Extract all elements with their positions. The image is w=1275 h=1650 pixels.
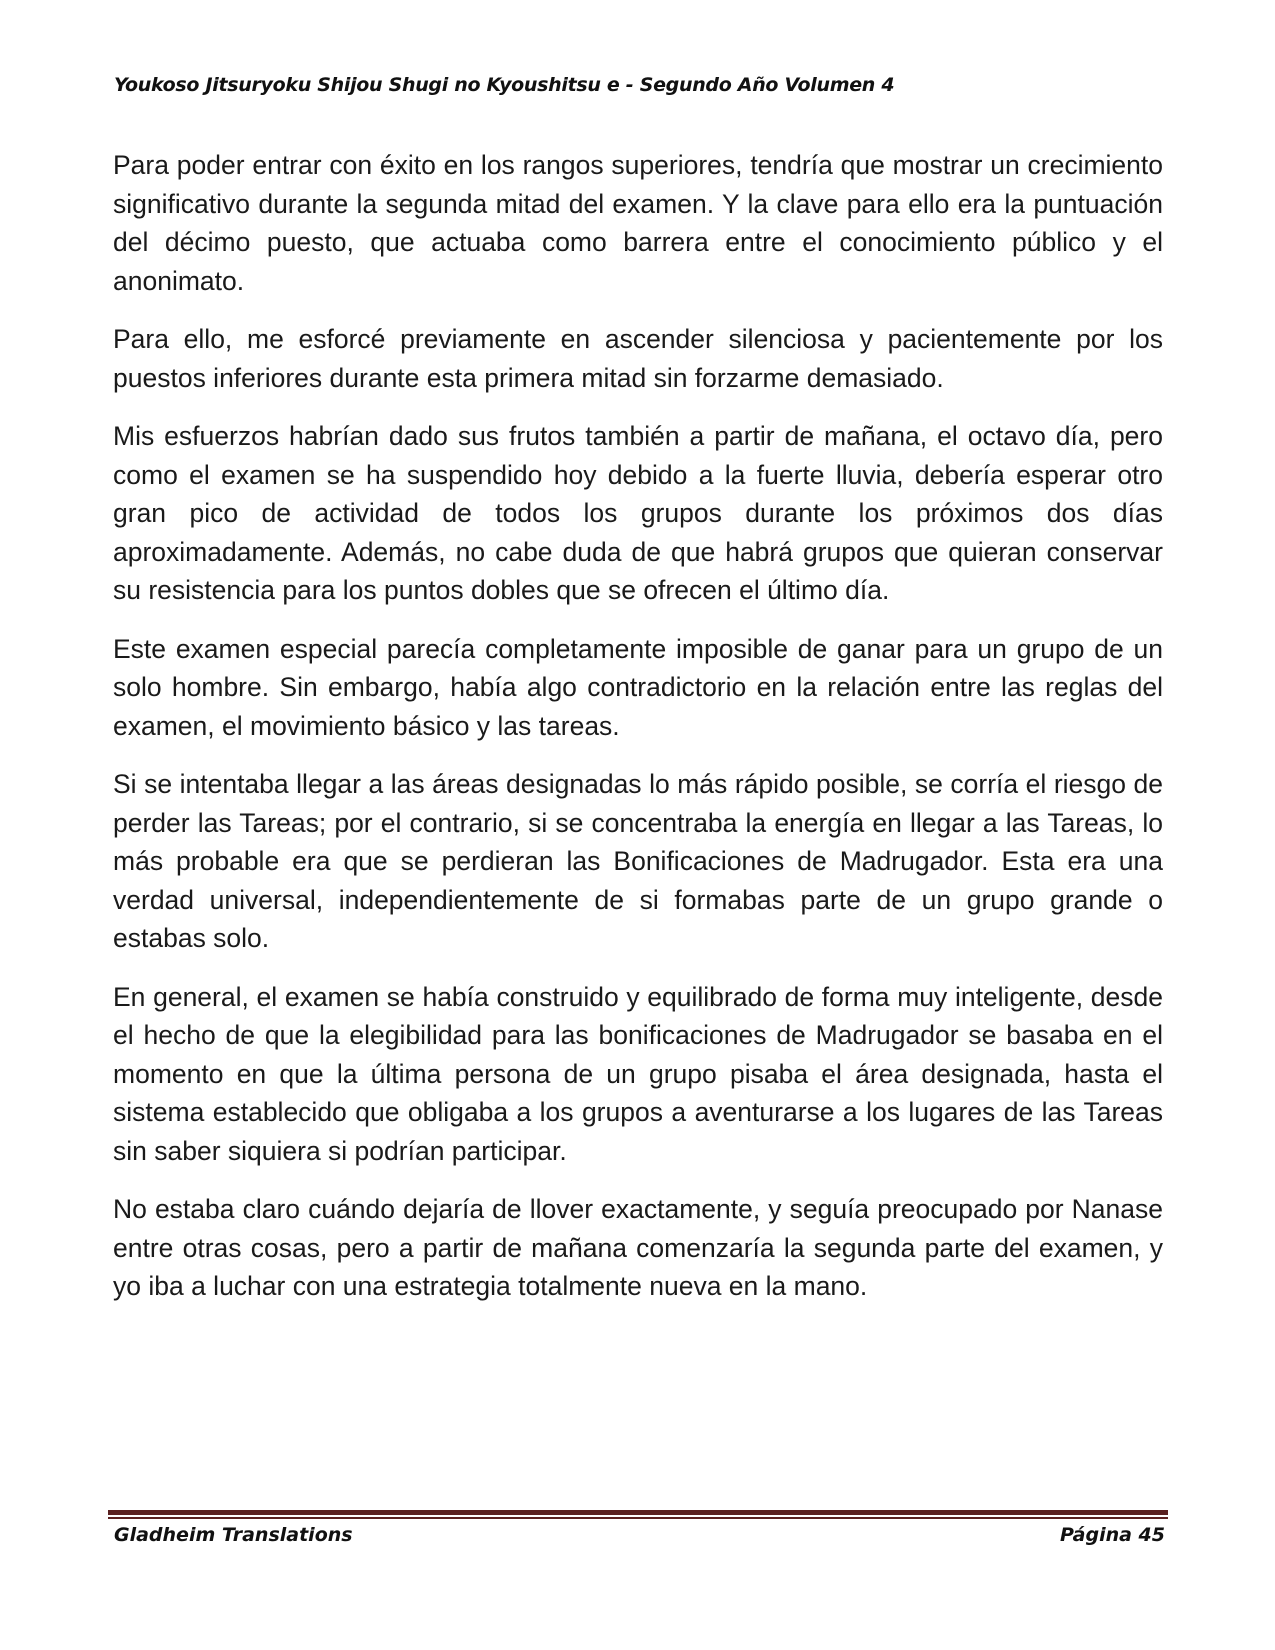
paragraph: Para ello, me esforcé previamente en ascender silenciosa y pacientemente por los puestos inferiores durante esta primera mitad sin forzarme demasiado. [113,324,1163,393]
paragraph: En general, el examen se había construido y equilibrado de forma muy inteligente, desde el hecho de que la elegibilidad para las bonificaciones de Madrugador se basaba en el momento en que la última persona de un grupo pisaba el área designada, hasta el sistema establecido que obligaba a los grupos a aventurarse a los lugares de las Tareas sin saber siquiera si podrían participar. [113,981,1163,1166]
footer-divider-thin [108,1517,1168,1519]
body-text [113,146,1163,1326]
paragraph: Para poder entrar con éxito en los rangos superiores, tendría que mostrar un crecimiento significativo durante la segunda mitad del examen. Y la clave para ello era la puntuación del décimo puesto, que actuaba como barrera entre el conocimiento público y el anonimato. [113,150,1163,296]
footer-publisher: Gladheim Translations [114,1524,353,1546]
paragraph: No estaba claro cuándo dejaría de llover exactamente, y seguía preocupado por Nanase entre otras cosas, pero a partir de mañana comenzaría la segunda parte del examen, y yo iba a luchar con una estrategia totalmente nueva en la mano. [113,1194,1163,1301]
footer-divider-thick [108,1510,1168,1515]
paragraph: Si se intentaba llegar a las áreas designadas lo más rápido posible, se corría el riesgo de perder las Tareas; por el contrario, si se concentraba la energía en llegar a las Tareas, lo más probable era que se perdieran las Bonificaciones de Madrugador. Esta era una verdad universal, independientemente de si formabas parte de un grupo grande o estabas solo. [113,769,1163,953]
paragraph: Este examen especial parecía completamente imposible de ganar para un grupo de un solo hombre. Sin embargo, había algo contradictorio en la relación entre las reglas del examen, el movimiento básico y las tareas. [113,633,1163,741]
page-number: Página 45 [1059,1524,1165,1546]
running-header: Youkoso Jitsuryoku Shijou Shugi no Kyoushitsu e - Segundo Año Volumen 4 [114,74,895,96]
footer-divider [108,1510,1168,1519]
paragraph: Mis esfuerzos habrían dado sus frutos también a partir de mañana, el octavo día, pero como el examen se ha suspendido hoy debido a la fuerte lluvia, debería esperar otro gran pico de actividad de todos los grupos durante los próximos dos días aproximadamente. Además, no cabe duda de que habrá grupos que quieran conservar su resistencia para los puntos dobles que se ofrecen el último día. [113,421,1163,605]
